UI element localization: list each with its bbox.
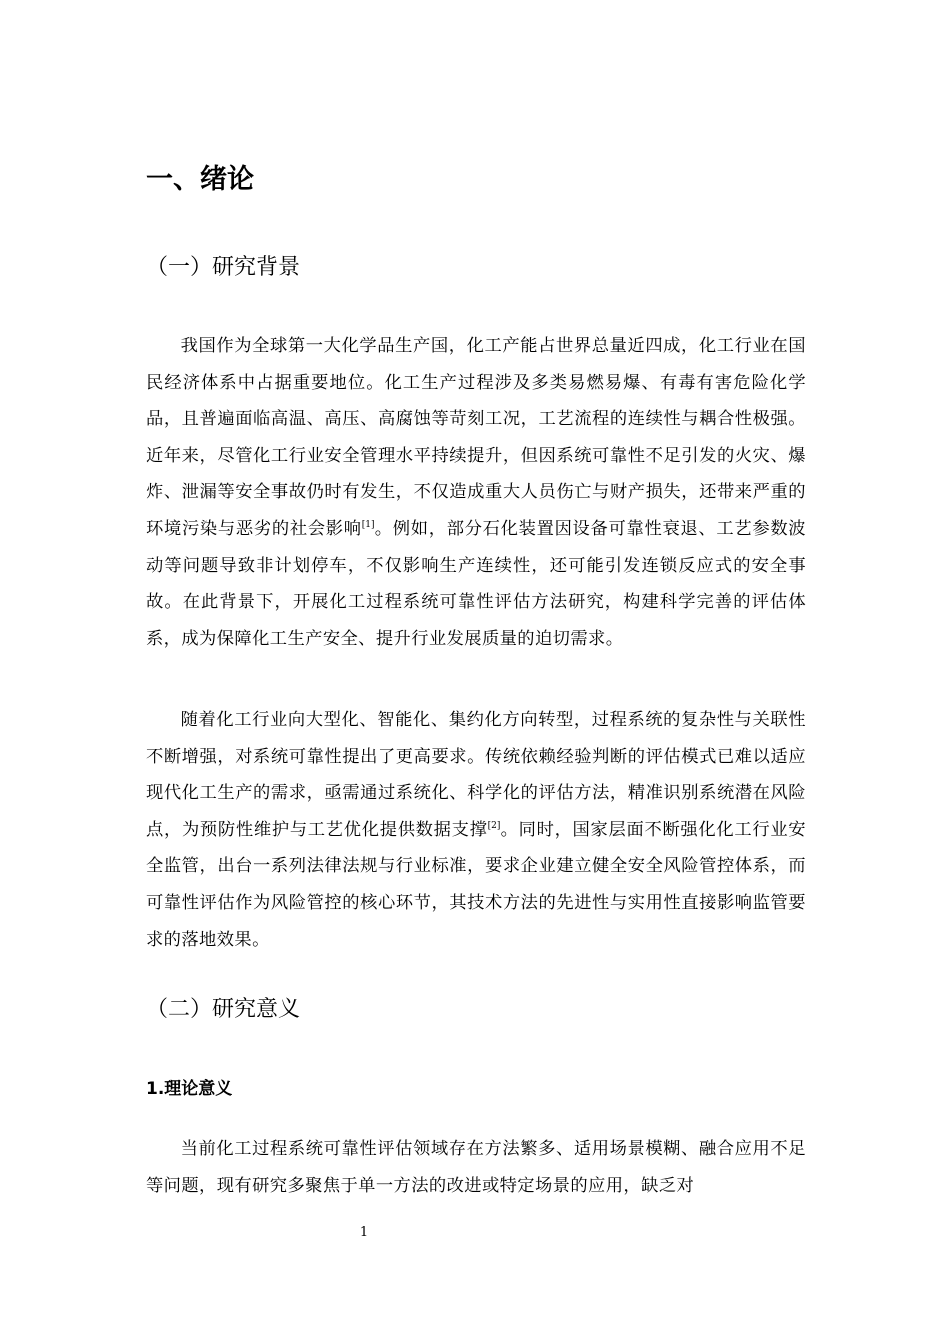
paragraph-text: 随着化工行业向大型化、智能化、集约化方向转型，过程系统的复杂性与关联性不断增强，对系统可靠性提出了更高要求。传统依赖经验判断的评估模式已难以适应现代化工生产的需求，亟需通过系统化、科学化的评估方法，精准识别系统潜在风险点，为预防性维护与工艺优化提供数据支撑 [146,710,806,840]
chapter-heading: 一、绪论 [146,164,254,195]
section-heading-background: （一）研究背景 [146,255,301,280]
citation-ref[interactable]: [1] [361,519,375,530]
paragraph-text: 我国作为全球第一大化学品生产国，化工产能占世界总量近四成，化工行业在国民经济体系中占据重要地位。化工生产过程涉及多类易燃易爆、有毒有害危险化学品，且普遍面临高温、高压、高腐蚀等苛刻工况，工艺流程的连续性与耦合性极强。近年来，尽管化工行业安全管理水平持续提升，但因系统可靠性不足引发的火灾、爆炸、泄漏等安全事故仍时有发生，不仅造成重大人员伤亡与财产损失，还带来严重的环境污染与恶劣的社会影响 [146,336,806,539]
paragraph-text: 。例如，部分石化装置因设备可靠性衰退、工艺参数波动等问题导致非计划停车，不仅影响生产连续性，还可能引发连锁反应式的安全事故。在此背景下，开展化工过程系统可靠性评估方法研究，构建科学完善的评估体系，成为保障化工生产安全、提升行业发展质量的迫切需求。 [146,518,806,649]
citation-ref[interactable]: [2] [487,820,501,831]
paragraph-text: 。同时，国家层面不断强化化工行业安全监管，出台一系列法律法规与行业标准，要求企业建立健全安全风险管控体系，而可靠性评估作为风险管控的核心环节，其技术方法的先进性与实用性直接影响监管要求的落地效果。 [146,819,806,950]
paragraph-theory-1: 当前化工过程系统可靠性评估领域存在方法繁多、适用场景模糊、融合应用不足等问题，现有研究多聚焦于单一方法的改进或特定场景的应用，缺乏对 [146,1139,806,1196]
paragraph-background-1 [146,328,806,657]
subsection-heading-theory: 1.理论意义 [146,1079,233,1099]
page-number: 1 [359,1225,369,1240]
paragraph-background-2 [146,702,806,958]
section-heading-significance: （二）研究意义 [146,997,301,1022]
